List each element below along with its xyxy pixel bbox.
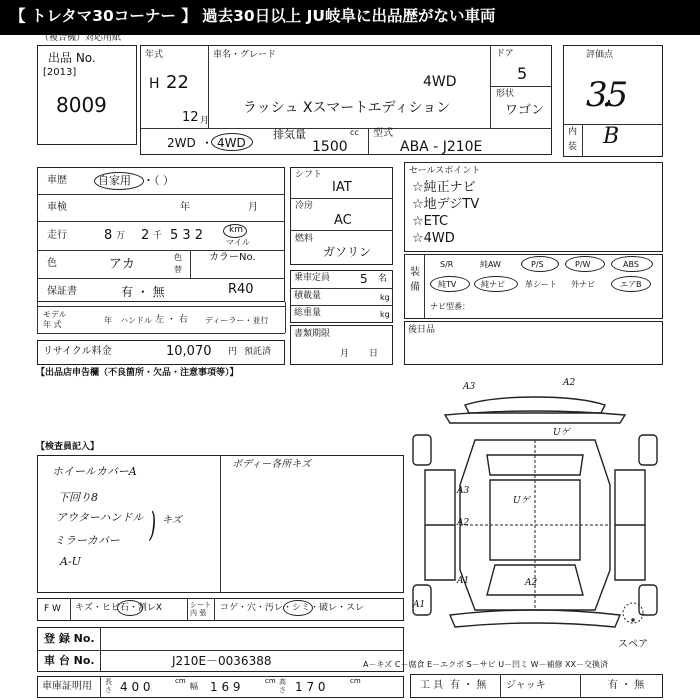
model-row-side: 左 ・ 右 xyxy=(155,315,188,325)
dims-l-label: 長さ xyxy=(105,678,112,694)
doors-value: 5 xyxy=(517,64,528,83)
tools-label: 工 具 xyxy=(420,680,444,691)
dims-l-value: 4 0 0 xyxy=(120,680,151,694)
navi-model-label: ナビ型番： xyxy=(430,302,470,311)
drive-opt-4wd: 4WD xyxy=(217,136,246,150)
history-value: 自家用 xyxy=(98,174,131,187)
inspector-label: 【検査員記入】 xyxy=(36,442,100,452)
recycle-unit: 円 xyxy=(228,347,238,357)
model-row-l1: モデル xyxy=(43,310,67,319)
load-label: 積載量 xyxy=(294,291,322,301)
inspector-right: ボディー各所キズ xyxy=(232,459,311,470)
model-row-year: 年 xyxy=(104,316,112,325)
inspection-label: 車検 xyxy=(47,202,67,213)
lot-label: 出品 No. xyxy=(48,51,96,65)
inspector-note-5: A-U xyxy=(60,555,81,568)
dims-h-value: 1 7 0 xyxy=(295,680,326,694)
year-label: 年式 xyxy=(145,50,164,60)
inspection-month: 月 xyxy=(248,202,258,213)
storage-label: 書類期限 xyxy=(294,329,331,339)
ac-value: AC xyxy=(334,213,352,228)
dims-w-label: 幅 xyxy=(190,682,198,691)
recycle-value: 10,070 xyxy=(166,344,212,359)
sales-label: セールスポイント xyxy=(409,166,481,176)
sales-item-1: ☆純正ナビ xyxy=(412,180,476,195)
chassis-value: J210E－0036388 xyxy=(172,654,272,668)
model-row-dealer: ディーラー・並行 xyxy=(205,316,269,325)
interior-value: B xyxy=(603,124,620,149)
mileage-rest: 5 3 2 xyxy=(170,228,204,243)
shift-label: シフト xyxy=(295,170,323,180)
inspector-bracket: キズ xyxy=(162,515,182,526)
sales-item-4: ☆4WD xyxy=(412,231,455,246)
mileage-man: 8 xyxy=(104,228,113,243)
shape-value: ワゴン xyxy=(505,103,545,118)
fw-seat: シート内 張 xyxy=(190,601,211,617)
inspector-note-1: ホイールカバーA xyxy=(52,465,137,478)
interior-label-1: 内 xyxy=(568,127,578,137)
color-change-2: 替 xyxy=(174,265,182,274)
lot-number: 8009 xyxy=(56,93,107,117)
displacement-label: 排気量 xyxy=(273,128,306,141)
sales-item-3: ☆ETC xyxy=(412,214,449,229)
dims-label: 車庫証明用 xyxy=(42,681,92,692)
drive-type: 4WD xyxy=(423,74,457,90)
doors-label: ドア xyxy=(496,49,514,59)
year-month-unit: 月 xyxy=(200,116,210,126)
equip-aw: 純AW xyxy=(480,260,501,269)
year-month: 12 xyxy=(182,110,199,125)
color-label: 色 xyxy=(47,258,57,269)
mileage-sen: 2 xyxy=(141,228,150,243)
damage-legend: A－キズ C－腐食 E－エクボ S－サビ U－凹ミ W－補修 XX－交換済 xyxy=(363,660,609,669)
equipment-label-1: 装 xyxy=(410,267,420,278)
score-value: 3.5 xyxy=(586,75,623,115)
equip-ext-navi: 外ナビ xyxy=(571,280,595,289)
capacity-label: 乗車定員 xyxy=(294,273,331,283)
displacement-unit: cc xyxy=(350,128,359,137)
equip-abs: ABS xyxy=(623,260,639,269)
equip-ps: P/S xyxy=(531,260,544,269)
fuel-label: 燃料 xyxy=(295,234,314,244)
color-no-value: R40 xyxy=(228,282,254,297)
drive-opt-2wd: 2WD xyxy=(167,136,196,150)
year-value: 22 xyxy=(166,72,189,93)
model-row-l2: 年 式 xyxy=(43,320,62,329)
sales-item-2: ☆地デジTV xyxy=(412,197,480,212)
displacement-value: 1500 xyxy=(312,139,348,155)
car-damage-diagram xyxy=(405,375,665,660)
equip-airbag: エアB xyxy=(620,280,642,289)
tools-value: 有 ・ 無 xyxy=(450,680,487,691)
mileage-km: km xyxy=(229,225,243,235)
registration-label: 登 録 No. xyxy=(44,632,95,645)
warranty-label: 保証書 xyxy=(47,286,77,297)
fw-items2: コゲ・穴・汚レ・シミ・破レ・スレ xyxy=(220,603,365,613)
fw-items: キズ・ヒビ石・割レX xyxy=(75,603,162,613)
mark-a3-side: A3 xyxy=(457,486,470,496)
equip-leather: 革シート xyxy=(525,280,557,289)
mileage-man-unit: 万 xyxy=(116,231,126,241)
mark-a2-side: A2 xyxy=(457,518,470,528)
seller-notes-label: 【出品店申告欄（不良箇所・欠品・注意事項等）】 xyxy=(36,368,239,378)
score-label: 評価点 xyxy=(586,50,614,60)
inspector-note-2: 下回り8 xyxy=(58,491,98,504)
dims-w-cm: cm xyxy=(265,677,276,685)
post-notes-label: 後日品 xyxy=(408,325,436,335)
jack-value: 有 ・ 無 xyxy=(608,680,645,691)
interior-label-2: 装 xyxy=(568,142,578,152)
mark-hood: Uゲ xyxy=(513,496,530,506)
history-label: 車歴 xyxy=(47,175,67,186)
mark-a2-rear: A2 xyxy=(525,578,538,588)
model-code-label: 型式 xyxy=(373,128,393,139)
dims-l-cm: cm xyxy=(175,677,186,685)
mileage-label: 走行 xyxy=(47,230,67,241)
mileage-mile: マイル xyxy=(226,238,250,247)
storage-unit: 月日 xyxy=(340,349,399,359)
mileage-sen-unit: 千 xyxy=(153,231,163,241)
jack-label: ジャッキ xyxy=(506,680,546,691)
history-rest: ・（ ） xyxy=(143,174,174,187)
car-name: ラッシュ Xスマートエディション xyxy=(243,100,451,116)
capacity-unit: 名 xyxy=(378,274,388,284)
shape-label: 形状 xyxy=(496,89,515,99)
model-code-value: ABA - J210E xyxy=(400,139,483,155)
inspector-note-4: ミラーカバー xyxy=(54,534,120,547)
color-value: アカ xyxy=(109,257,135,272)
warranty-value: 有 ・ 無 xyxy=(121,285,165,299)
color-no-label: カラーNo. xyxy=(209,252,256,263)
inspector-note-3: アウターハンドル xyxy=(56,511,144,524)
inspection-year: 年 xyxy=(180,202,190,213)
fuel-value: ガソリン xyxy=(323,245,372,259)
banner-title: 【 トレタマ30コーナー 】 過去30日以上 JU岐阜に出品歴がない車両 xyxy=(10,7,496,25)
name-label: 車名・グレード xyxy=(213,50,277,60)
shift-value: IAT xyxy=(332,180,352,195)
mark-a2-top: A2 xyxy=(563,378,576,388)
year-era: H xyxy=(149,76,160,92)
reuse-note: （複合機）対応用紙 xyxy=(40,33,122,43)
gross-unit: kg xyxy=(380,310,390,319)
mark-roof: Uゲ xyxy=(553,428,570,438)
ac-label: 冷房 xyxy=(295,201,314,211)
equip-tv: 純TV xyxy=(438,280,457,289)
load-unit: kg xyxy=(380,293,390,302)
lot-year-tag: [2013] xyxy=(43,67,77,78)
equip-navi: 純ナビ xyxy=(481,280,505,289)
gross-label: 総重量 xyxy=(294,308,322,318)
mark-a3-top: A3 xyxy=(463,382,476,392)
equip-sr: S/R xyxy=(440,260,454,269)
dims-w-value: 1 6 9 xyxy=(210,680,241,694)
chassis-label: 車 台 No. xyxy=(44,654,95,667)
color-change-1: 色 xyxy=(174,253,182,262)
mark-a1-left: A1 xyxy=(413,600,426,610)
spare-label: スペア xyxy=(618,639,648,650)
fw-label: F W xyxy=(44,604,61,614)
dims-h-label: 高さ xyxy=(279,678,286,694)
recycle-note: 預託済 xyxy=(244,347,272,357)
post-notes-box xyxy=(404,321,663,365)
drive-dot: ・ xyxy=(201,136,214,150)
dims-h-cm: cm xyxy=(350,677,361,685)
model-row-handle: ハンドル xyxy=(120,316,152,325)
equip-pw: P/W xyxy=(575,260,591,269)
recycle-label: リサイクル料金 xyxy=(43,346,112,357)
equipment-label-2: 備 xyxy=(410,282,420,293)
mark-a1-right: A1 xyxy=(457,576,470,586)
capacity-value: 5 xyxy=(360,272,368,286)
